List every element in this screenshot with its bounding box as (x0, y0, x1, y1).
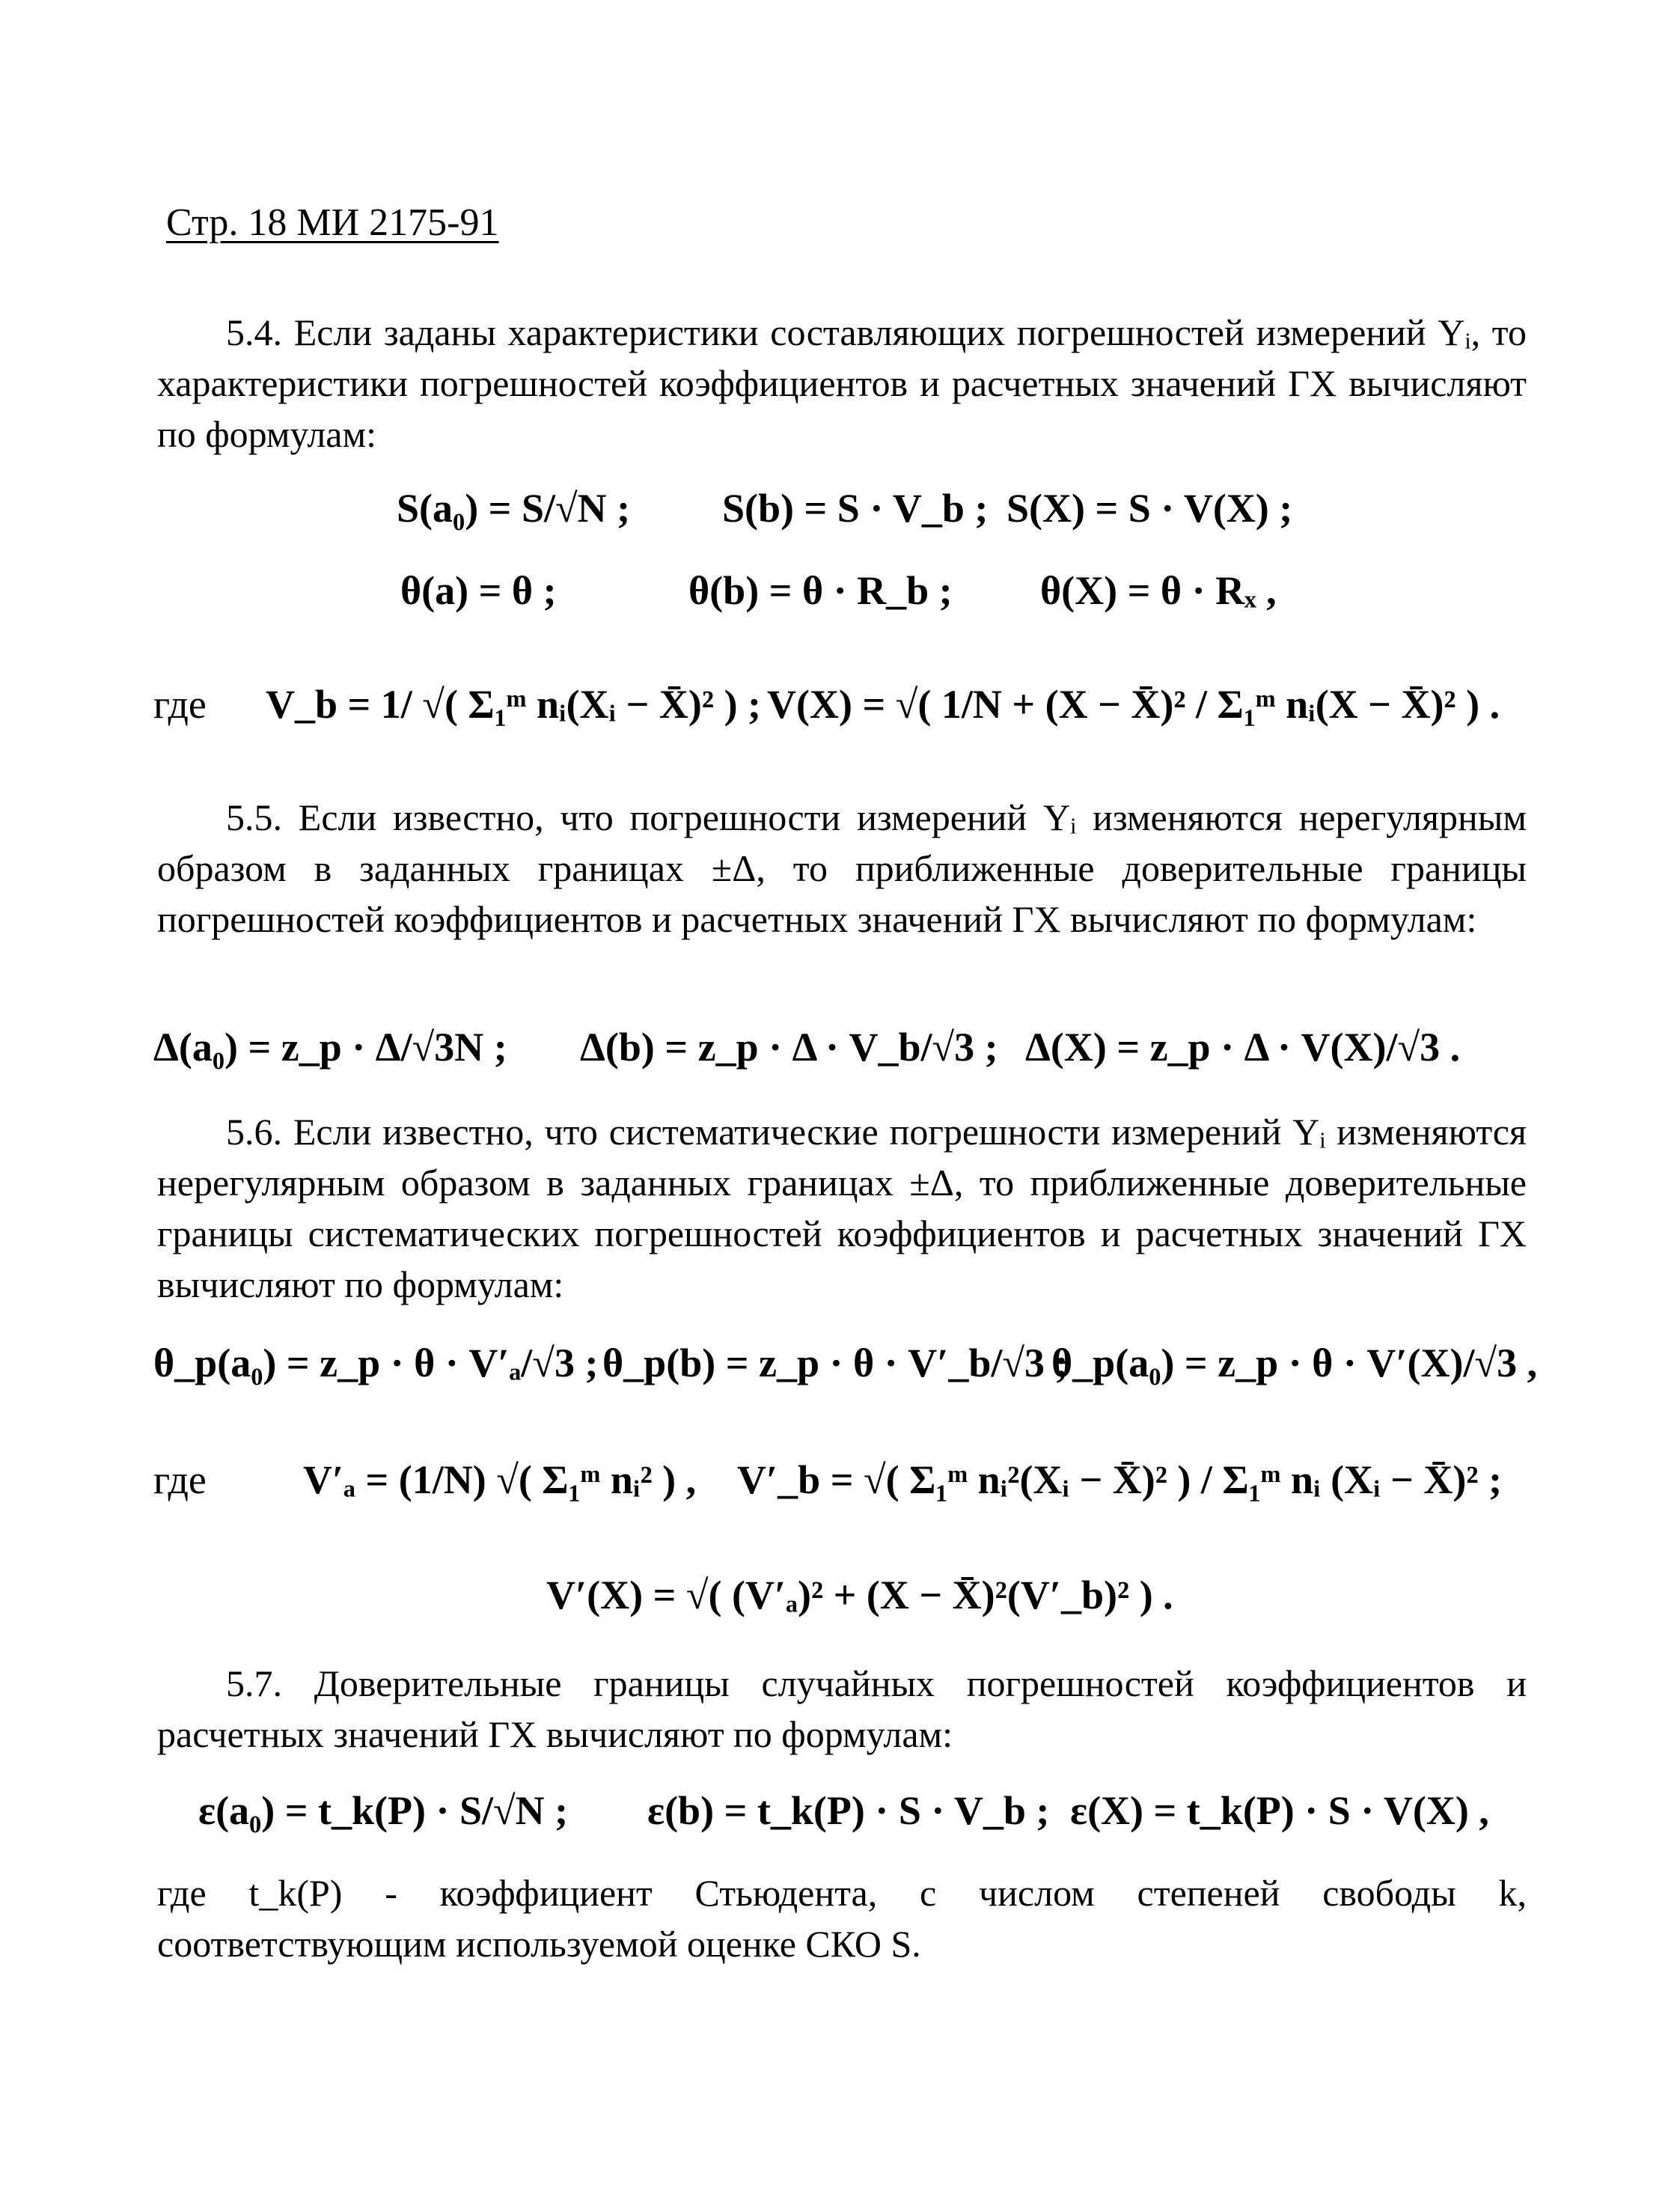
formula-v-b: V_b = 1/ √( Σ₁ᵐ nᵢ(Xᵢ − X̄)² ) ; (266, 682, 762, 727)
formula-delta-x: Δ(X) = z_p · Δ · V(X)/√3 . (1025, 1025, 1461, 1070)
formula-theta-b: θ(b) = θ · R_b ; (688, 568, 953, 613)
where-label: где (153, 682, 207, 727)
formula-v-x: V(X) = √( 1/N + (X − X̄)² / Σ₁ᵐ nᵢ(X − X̄)² ) . (767, 682, 1500, 727)
formula-thetap-a0: θ_p(a₀) = z_p · θ · V′ₐ/√3 ; (153, 1341, 599, 1385)
formula-s-a0: S(a₀) = S/√N ; (397, 486, 631, 531)
formula-thetap-x: θ_p(a₀) = z_p · θ · V′(X)/√3 , (1051, 1341, 1538, 1385)
formula-v-prime-a: V′ₐ = (1/N) √( Σ₁ᵐ nᵢ² ) , (303, 1457, 697, 1502)
formula-s-b: S(b) = S · V_b ; (722, 486, 989, 531)
paragraph-5-6: 5.6. Если известно, что систематические погрешности измерений Yᵢ изменяются нерегулярным образом в заданных границах ±Δ, то приближенные доверительные границы систематических погрешностей коэффициентов и расчетных значений ГХ вычисляют по формулам: (157, 1111, 1527, 1305)
paragraph-5-7: 5.7. Доверительные границы случайных погрешностей коэффициентов и расчетных значений ГХ вычисляют по формулам: (157, 1662, 1527, 1755)
formula-eps-b: ε(b) = t_k(P) · S · V_b ; (647, 1788, 1050, 1833)
where-label-2: где (153, 1457, 207, 1502)
paragraph-5-7-end: где t_k(P) - коэффициент Стьюдента, с числом степеней свободы k, соответствующим используемой оценке СКО S. (157, 1872, 1527, 1965)
page-header: Стр. 18 МИ 2175-91 (166, 201, 499, 244)
formula-eps-x: ε(X) = t_k(P) · S · V(X) , (1070, 1788, 1489, 1833)
paragraph-5-5: 5.5. Если известно, что погрешности измерений Yᵢ изменяются нерегулярным образом в заданных границах ±Δ, то приближенные доверительные границы погрешностей коэффициентов и расчетных значений ГХ вычисляют по формулам: (157, 796, 1527, 940)
formula-delta-b: Δ(b) = z_p · Δ · V_b/√3 ; (580, 1025, 998, 1070)
formula-v-prime-b: V′_b = √( Σ₁ᵐ nᵢ²(Xᵢ − X̄)² ) / Σ₁ᵐ nᵢ (Xᵢ − X̄)² ; (737, 1457, 1503, 1502)
formula-s-x: S(X) = S · V(X) ; (1007, 486, 1293, 531)
formula-theta-x: θ(X) = θ · Rₓ , (1040, 568, 1277, 613)
paragraph-5-4: 5.4. Если заданы характеристики составляющих погрешностей измерений Yᵢ, то характеристики погрешностей коэффициентов и расчетных значений ГХ вычисляют по формулам: (157, 311, 1527, 455)
formula-theta-a: θ(a) = θ ; (400, 568, 557, 613)
formula-thetap-b: θ_p(b) = z_p · θ · V′_b/√3 ; (602, 1341, 1069, 1385)
formula-delta-a0: Δ(a₀) = z_p · Δ/√3N ; (153, 1025, 507, 1070)
formula-eps-a0: ε(a₀) = t_k(P) · S/√N ; (198, 1788, 569, 1833)
formula-v-prime-x: V′(X) = √( (V′ₐ)² + (X − X̄)²(V′_b)² ) . (546, 1573, 1173, 1617)
